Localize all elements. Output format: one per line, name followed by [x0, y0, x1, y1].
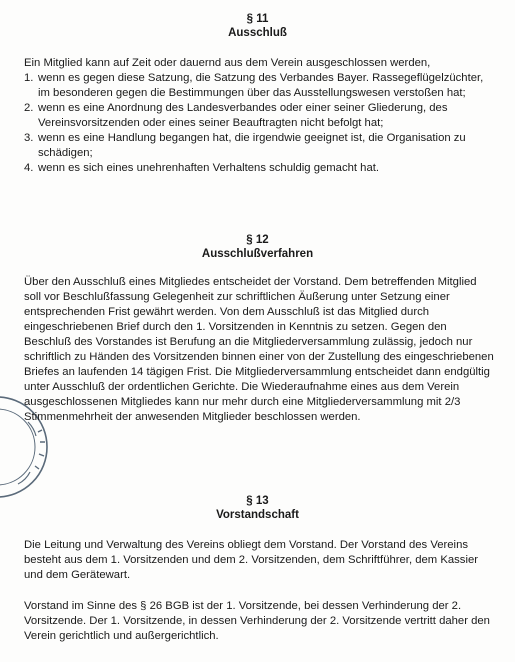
- list-item-text: wenn es eine Anordnung des Landesverbandes oder einer seiner Gliederung, des Vereinsvorsitzenden oder eines seiner Beauftragten nicht befolgt hat;: [38, 102, 448, 129]
- section-11-heading: [0, 12, 515, 40]
- list-item-text: wenn es gegen diese Satzung, die Satzung des Verbandes Bayer. Rassegeflügelzüchter, im besonderen gegen die Bestimmungen über das Ausstellungswesen verstoßen hat;: [38, 72, 484, 99]
- section-13-heading: [0, 494, 515, 522]
- section-title: Ausschlußverfahren: [201, 248, 314, 260]
- list-marker: 3.: [24, 132, 34, 144]
- list-item: [24, 101, 494, 131]
- list-item-text: wenn es eine Handlung begangen hat, die irgendwie geeignet ist, die Organisation zu schädigen;: [38, 132, 466, 159]
- section-12-heading: [0, 233, 515, 261]
- list-item: [24, 131, 494, 161]
- section-11-intro: Ein Mitglied kann auf Zeit oder dauernd aus dem Verein ausgeschlossen werden,: [24, 57, 431, 69]
- list-item-text: wenn es sich eines unehrenhaften Verhaltens schuldig gemacht hat.: [38, 162, 380, 174]
- list-marker: 1.: [24, 72, 34, 84]
- section-12-body: Über den Ausschluß eines Mitgliedes entscheidet der Vorstand. Dem betreffenden Mitglied soll vor Beschlußfassung Gelegenheit zur schriftlichen Äußerung unter Setzung einer entsprechenden Frist gewährt werden. Von dem Ausschluß ist das Mitglied durch eingeschriebenen Brief durch den 1. Vorsitzenden in Kenntnis zu setzen. Gegen den Beschluß des Vorstandes ist Berufung an die Mitgliederversammlung zulässig, jedoch nur schriftlich zu Händen des Vorsitzenden binnen einer von der Zustellung des eingeschriebenen Briefes an laufenden 14 tägigen Frist. Die Mitgliederversammlung entscheidet dann endgültig unter Ausschluß der ordentlichen Gerichte. Die Wiederaufnahme eines aus dem Verein ausgeschlossenen Mitgliedes kann nur mehr durch eine Mitgliederversammlung mit 2/3 Stimmenmehrheit der anwesenden Mitglieder beschlossen werden.: [24, 276, 494, 423]
- section-title: Ausschluß: [228, 27, 287, 39]
- section-number: § 11: [246, 13, 269, 25]
- list-item: [24, 71, 494, 101]
- section-11-list: [24, 71, 494, 176]
- section-title: Vorstandschaft: [216, 509, 299, 521]
- list-marker: 4.: [24, 162, 34, 174]
- list-item: [24, 161, 494, 176]
- section-13-paragraph-2: Vorstand im Sinne des § 26 BGB ist der 1. Vorsitzende, bei dessen Verhinderung der 2. Vorsitzende. Der 1. Vorsitzende, in dessen Verhinderung der 2. Vorsitzende vertritt daher den Verein gerichtlich und außergerichtlich.: [24, 600, 490, 642]
- section-number: § 12: [246, 234, 269, 246]
- section-13-paragraph-1: Die Leitung und Verwaltung des Vereins obliegt dem Vorstand. Der Vorstand des Vereins besteht aus dem 1. Vorsitzenden und dem 2. Vorsitzenden, dem Schriftführer, dem Kassier und dem Gerätewart.: [24, 539, 479, 581]
- list-marker: 2.: [24, 102, 34, 114]
- section-number: § 13: [246, 495, 269, 507]
